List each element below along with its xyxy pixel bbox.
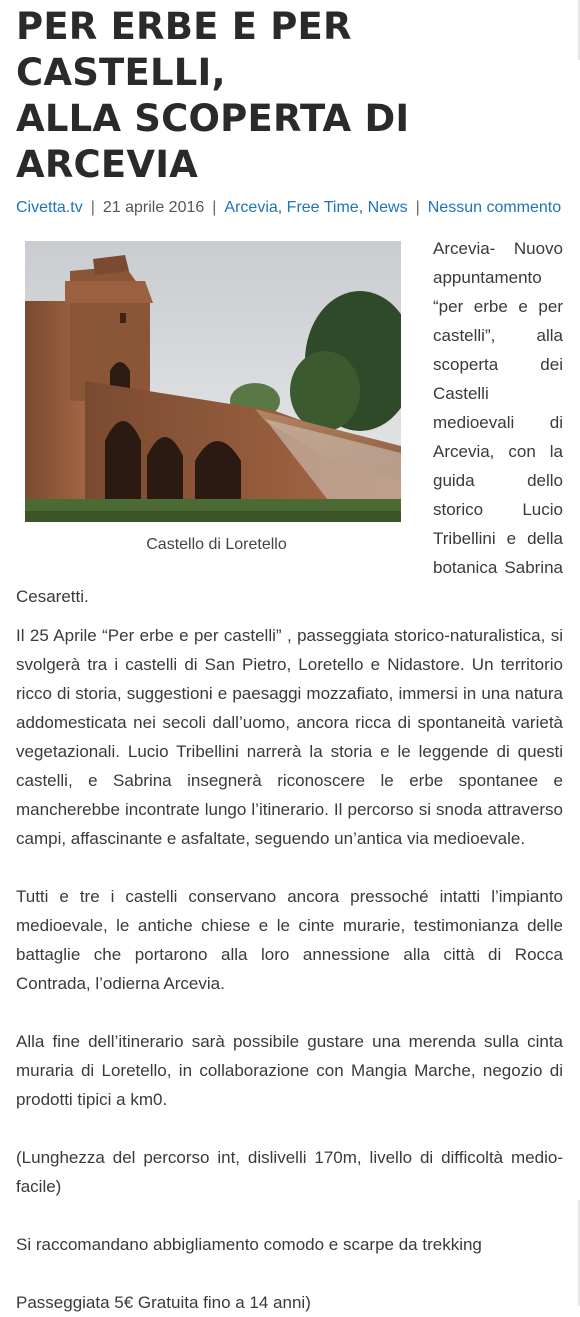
body-paragraph-2: Tutti e tre i castelli conservano ancora pressoché intatti l’impianto medioevale, le antiche chiese e le cinte murarie, testimonianza delle battaglie che portarono alla loro annessione alla città di Rocca Contrada, l’odierna Arcevia. bbox=[16, 887, 563, 993]
author-link[interactable]: Civetta.tv bbox=[16, 199, 83, 216]
article-figure bbox=[16, 234, 411, 562]
meta-separator: | bbox=[212, 199, 217, 216]
post-date: 21 aprile 2016 bbox=[102, 199, 205, 216]
comments-link[interactable]: Nessun commento bbox=[427, 199, 562, 216]
body-paragraph-1: Il 25 Aprile “Per erbe e per castelli” , passeggiata storico-naturalistica, si svolgerà tra i castelli di San Pietro, Loretello e Nidastore. Un territorio ricco di storia, suggestioni e paesaggi mozzafiato, immersi in una natura addomesticata nei secoli dall’uomo, ancora ricca di spontaneità varietà vegetazionali. Lucio Tribellini narrerà la storia e le leggende di questi castelli, e Sabrina insegnerà riconoscere le erbe spontanee e mancherebbe incontrate lungo l’itinerario. Il percorso si snoda attraverso campi, affascinante e asfaltate, seguendo un’antica via medioevale. bbox=[16, 626, 563, 848]
body-paragraph-6: Passeggiata 5€ Gratuita fino a 14 anni) bbox=[16, 1293, 311, 1312]
castle-photo-icon bbox=[25, 241, 401, 522]
article-title-line-2: ALLA SCOPERTA DI ARCEVIA bbox=[16, 97, 410, 186]
article-body bbox=[16, 234, 563, 1317]
article-container bbox=[16, 0, 563, 1317]
category-link-news[interactable]: News bbox=[367, 199, 408, 216]
image-caption: Castello di Loretello bbox=[146, 536, 287, 553]
category-link-free-time[interactable]: Free Time bbox=[286, 199, 359, 216]
body-paragraph-4: (Lunghezza del percorso int, dislivelli 170m, livello di difficoltà medio-facile) bbox=[16, 1148, 563, 1196]
meta-separator: | bbox=[415, 199, 420, 216]
meta-separator: | bbox=[90, 199, 95, 216]
body-paragraph-3: Alla fine dell’itinerario sarà possibile gustare una merenda sulla cinta muraria di Loretello, in collaborazione con Mangia Marche, negozio di prodotti tipici a km0. bbox=[16, 1032, 563, 1109]
article-meta: Civetta.tv | 21 aprile 2016 | Arcevia, Free Time, News | Nessun commento bbox=[16, 199, 562, 216]
body-paragraph-5: Si raccomandano abbigliamento comodo e scarpe da trekking bbox=[16, 1235, 482, 1254]
article-title bbox=[16, 4, 563, 188]
category-link-arcevia[interactable]: Arcevia bbox=[224, 199, 278, 216]
intro-paragraph: Arcevia- Nuovo appuntamento “per erbe e per castelli”, alla scoperta dei Castelli medioevali di Arcevia, con la guida dello storico Lucio Tribellini e della botanica Sabrina Cesaretti. bbox=[16, 239, 563, 606]
article-title-line-1: PER ERBE E PER CASTELLI, bbox=[16, 5, 352, 94]
